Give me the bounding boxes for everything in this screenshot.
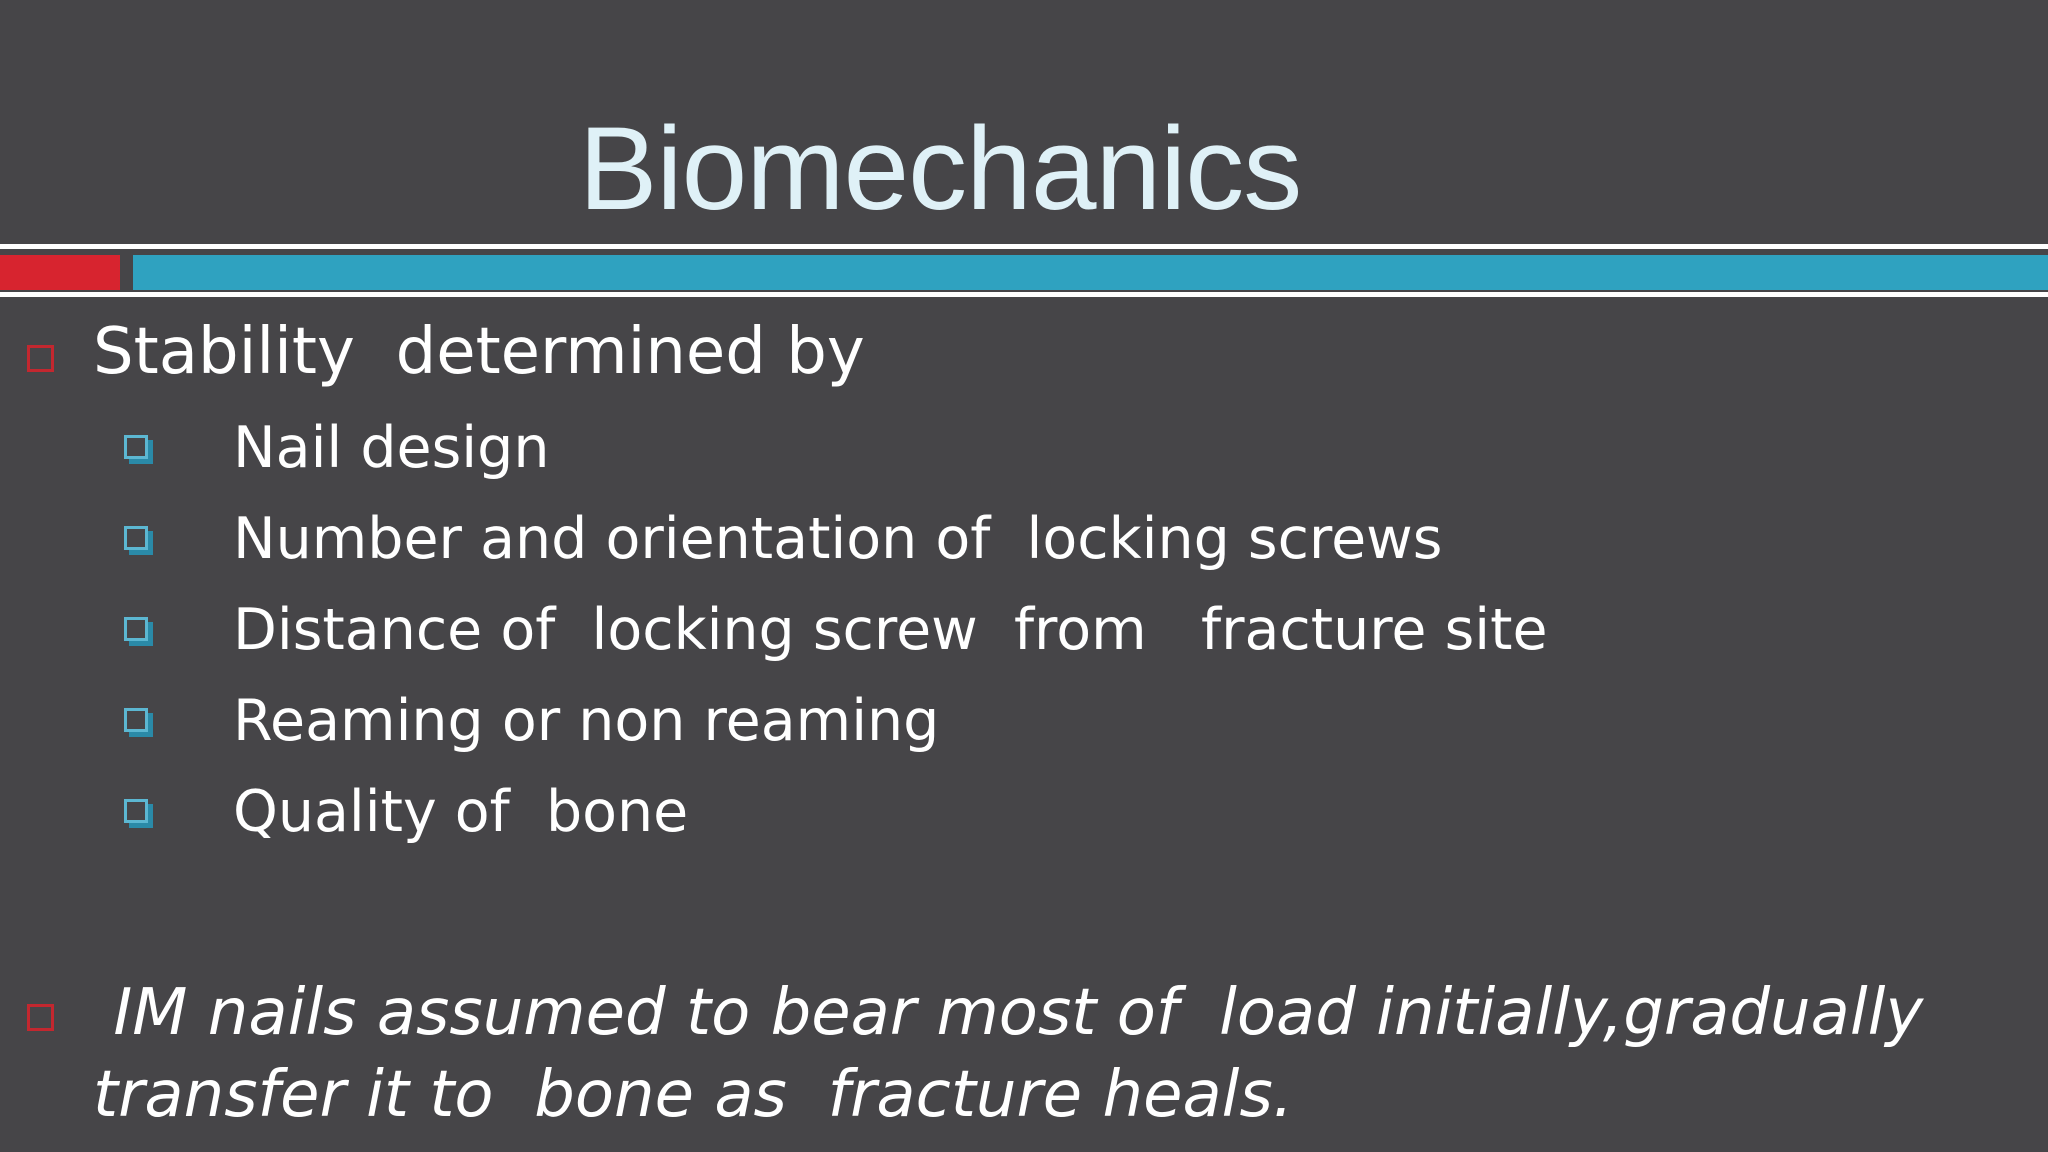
hollow-square-icon — [27, 345, 54, 372]
shadowed-square-icon — [124, 708, 154, 738]
title-divider-top-line — [0, 244, 2048, 249]
sub-bullet-bone-quality: Quality of bone — [233, 779, 689, 845]
hollow-square-icon — [27, 1004, 54, 1031]
sub-bullet-locking-screws: Number and orientation of locking screws — [233, 506, 1443, 572]
shadowed-square-icon — [124, 617, 154, 647]
sub-bullet-reaming: Reaming or non reaming — [233, 688, 940, 754]
title-divider-red-band — [0, 255, 120, 290]
bullet-im-nails-load: IM nails assumed to bear most of load initially,gradually transfer it to bone as fracture heals. — [93, 976, 1924, 1132]
shadowed-square-icon — [124, 799, 154, 829]
sub-bullet-screw-distance: Distance of locking screw from fracture site — [233, 597, 1548, 663]
title-divider-blue-band — [133, 255, 2048, 290]
title-divider-bottom-line — [0, 292, 2048, 297]
sub-bullet-nail-design: Nail design — [233, 415, 550, 481]
slide-title: Biomechanics — [578, 103, 1302, 235]
bullet-stability: Stability determined by — [93, 315, 865, 389]
shadowed-square-icon — [124, 526, 154, 556]
shadowed-square-icon — [124, 435, 154, 465]
